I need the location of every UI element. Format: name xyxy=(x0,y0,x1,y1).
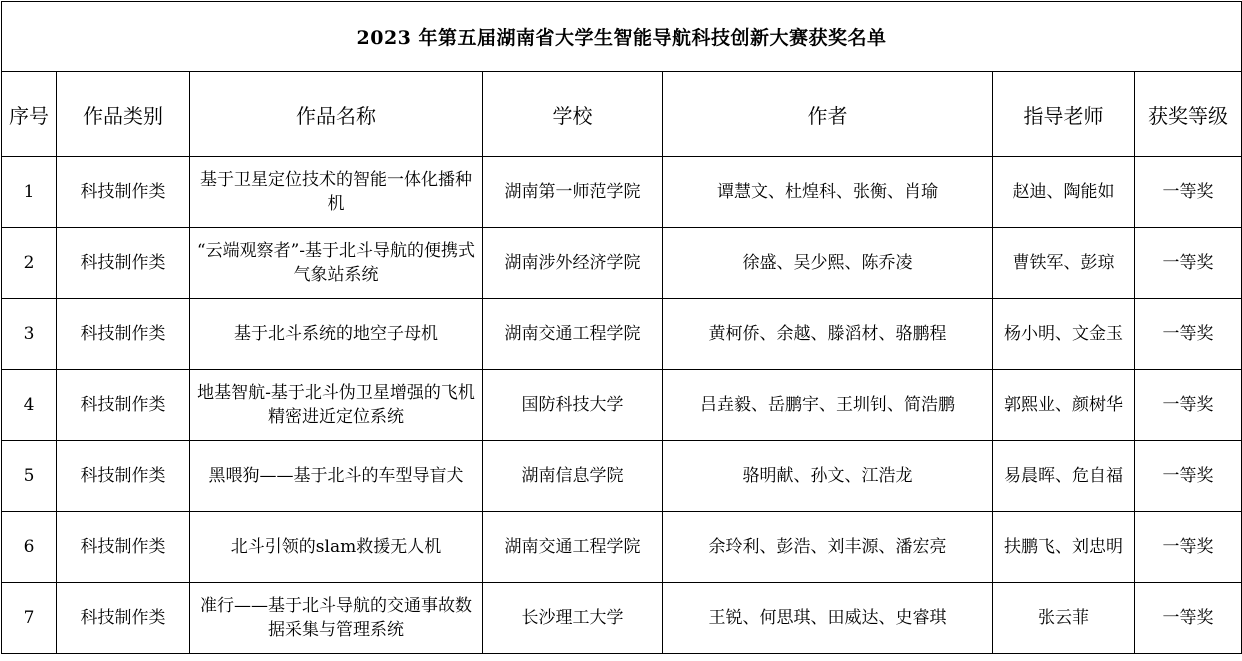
row-award-level: 一等奖 xyxy=(1135,441,1242,512)
header-school: 学校 xyxy=(483,72,663,157)
row-award-level: 一等奖 xyxy=(1135,228,1242,299)
row-work-name: 基于卫星定位技术的智能一体化播种机 xyxy=(190,157,483,228)
table-row xyxy=(2,512,1242,583)
row-work-name: 北斗引领的slam救援无人机 xyxy=(190,512,483,583)
row-work-name: 准行——基于北斗导航的交通事故数据采集与管理系统 xyxy=(190,583,483,654)
row-category: 科技制作类 xyxy=(57,583,190,654)
award-list-document xyxy=(1,1,1242,654)
row-authors: 余玲利、彭浩、刘丰源、潘宏亮 xyxy=(663,512,993,583)
row-award-level: 一等奖 xyxy=(1135,299,1242,370)
row-authors: 骆明献、孙文、江浩龙 xyxy=(663,441,993,512)
row-teachers: 张云菲 xyxy=(993,583,1135,654)
table-row xyxy=(2,157,1242,228)
row-work-name: 地基智航-基于北斗伪卫星增强的飞机精密进近定位系统 xyxy=(190,370,483,441)
row-category: 科技制作类 xyxy=(57,370,190,441)
row-teachers: 赵迪、陶能如 xyxy=(993,157,1135,228)
row-category: 科技制作类 xyxy=(57,299,190,370)
row-teachers: 曹铁军、彭琼 xyxy=(993,228,1135,299)
row-no: 3 xyxy=(2,299,57,370)
header-row xyxy=(2,72,1242,157)
row-teachers: 郭熙业、颜树华 xyxy=(993,370,1135,441)
row-category: 科技制作类 xyxy=(57,157,190,228)
row-teachers: 扶鹏飞、刘忠明 xyxy=(993,512,1135,583)
header-category: 作品类别 xyxy=(57,72,190,157)
award-table xyxy=(1,1,1242,654)
table-row xyxy=(2,299,1242,370)
row-teachers: 易晨晖、危自福 xyxy=(993,441,1135,512)
title-row xyxy=(2,2,1242,72)
row-authors: 王锐、何思琪、田威达、史睿琪 xyxy=(663,583,993,654)
row-authors: 徐盛、吴少熙、陈乔凌 xyxy=(663,228,993,299)
row-award-level: 一等奖 xyxy=(1135,370,1242,441)
row-no: 4 xyxy=(2,370,57,441)
header-award-level: 获奖等级 xyxy=(1135,72,1242,157)
document-title: 2023 年第五届湖南省大学生智能导航科技创新大赛获奖名单 xyxy=(2,2,1242,72)
row-school: 湖南交通工程学院 xyxy=(483,512,663,583)
row-school: 湖南第一师范学院 xyxy=(483,157,663,228)
header-authors: 作者 xyxy=(663,72,993,157)
header-no: 序号 xyxy=(2,72,57,157)
header-work-name: 作品名称 xyxy=(190,72,483,157)
row-authors: 黄柯侨、余越、滕滔材、骆鹏程 xyxy=(663,299,993,370)
row-category: 科技制作类 xyxy=(57,512,190,583)
row-award-level: 一等奖 xyxy=(1135,157,1242,228)
header-teachers: 指导老师 xyxy=(993,72,1135,157)
table-row xyxy=(2,370,1242,441)
row-category: 科技制作类 xyxy=(57,228,190,299)
row-school: 国防科技大学 xyxy=(483,370,663,441)
row-no: 1 xyxy=(2,157,57,228)
row-school: 湖南信息学院 xyxy=(483,441,663,512)
row-teachers: 杨小明、文金玉 xyxy=(993,299,1135,370)
table-row xyxy=(2,228,1242,299)
row-award-level: 一等奖 xyxy=(1135,583,1242,654)
row-no: 2 xyxy=(2,228,57,299)
row-authors: 谭慧文、杜煌科、张衡、肖瑜 xyxy=(663,157,993,228)
row-no: 7 xyxy=(2,583,57,654)
row-no: 6 xyxy=(2,512,57,583)
row-work-name: “云端观察者”-基于北斗导航的便携式气象站系统 xyxy=(190,228,483,299)
row-award-level: 一等奖 xyxy=(1135,512,1242,583)
row-school: 湖南交通工程学院 xyxy=(483,299,663,370)
row-category: 科技制作类 xyxy=(57,441,190,512)
row-work-name: 黑喂狗——基于北斗的车型导盲犬 xyxy=(190,441,483,512)
row-authors: 吕垚毅、岳鹏宇、王圳钊、简浩鹏 xyxy=(663,370,993,441)
table-row xyxy=(2,441,1242,512)
row-school: 湖南涉外经济学院 xyxy=(483,228,663,299)
table-row xyxy=(2,583,1242,654)
row-school: 长沙理工大学 xyxy=(483,583,663,654)
row-no: 5 xyxy=(2,441,57,512)
row-work-name: 基于北斗系统的地空子母机 xyxy=(190,299,483,370)
